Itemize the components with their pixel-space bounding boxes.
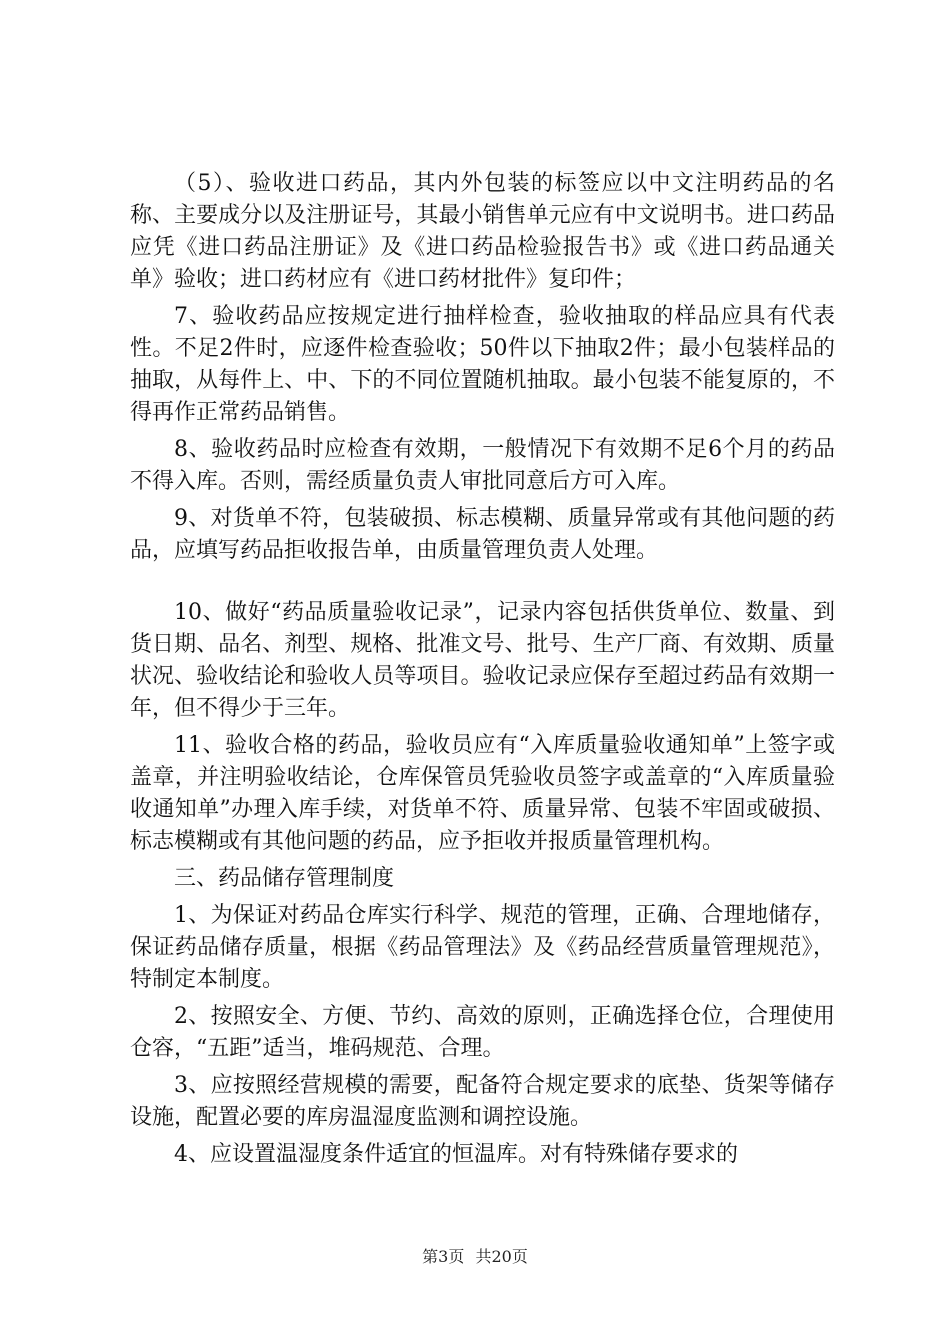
paragraph-storage-3: 3、应按照经营规模的需要，配备符合规定要求的底垫、货架等储存设施，配置必要的库房温湿度监测和调控设施。 <box>130 1073 835 1130</box>
page-total: 共20页 <box>475 1247 528 1266</box>
paragraph-11-acceptance: 11、验收合格的药品，验收员应有“入库质量验收通知单”上签字或盖章，并注明验收结论，仓库保管员凭验收员签字或盖章的“入库质量验收通知单”办理入库手续，对货单不符、质量异常、包装不牢固或破损、标志模糊或有其他问题的药品，应予拒收并报质量管理机构。 <box>130 733 835 854</box>
paragraph-storage-4: 4、应设置温湿度条件适宜的恒温库。对有特殊储存要求的 <box>174 1142 738 1167</box>
paragraph-10-records: 10、做好“药品质量验收记录”，记录内容包括供货单位、数量、到货日期、品名、剂型、规格、批准文号、批号、生产厂商、有效期、质量状况、验收结论和验收人员等项目。验收记录应保存至超过药品有效期一年，但不得少于三年。 <box>130 600 835 721</box>
paragraph-imported-drugs: （5）、验收进口药品，其内外包装的标签应以中文注明药品的名称、主要成分以及注册证号，其最小销售单元应有中文说明书。进口药品应凭《进口药品注册证》及《进口药品检验报告书》或《进口药品通关单》验收；进口药材应有《进口药材批件》复印件； <box>130 171 835 292</box>
paragraph-storage-2: 2、按照安全、方便、节约、高效的原则，正确选择仓位，合理使用仓容，“五距”适当，堆码规范、合理。 <box>130 1004 835 1061</box>
paragraph-9-rejection: 9、对货单不符，包装破损、标志模糊、质量异常或有其他问题的药品，应填写药品拒收报告单，由质量管理负责人处理。 <box>130 506 835 563</box>
paragraph-storage-1: 1、为保证对药品仓库实行科学、规范的管理，正确、合理地储存，保证药品储存质量，根据《药品管理法》及《药品经营质量管理规范》，特制定本制度。 <box>130 903 835 992</box>
document-body <box>130 168 835 1176</box>
page-footer <box>0 1244 950 1267</box>
page-number: 第3页 <box>422 1247 465 1266</box>
paragraph-7-sampling: 7、验收药品应按规定进行抽样检查，验收抽取的样品应具有代表性。不足2件时，应逐件检查验收；50件以下抽取2件；最小包装样品的抽取，从每件上、中、下的不同位置随机抽取。最小包装不能复原的，不得再作正常药品销售。 <box>130 304 835 425</box>
section-heading-storage: 三、药品储存管理制度 <box>174 866 395 891</box>
paragraph-8-expiry: 8、验收药品时应检查有效期，一般情况下有效期不足6个月的药品不得入库。否则，需经质量负责人审批同意后方可入库。 <box>130 437 835 494</box>
